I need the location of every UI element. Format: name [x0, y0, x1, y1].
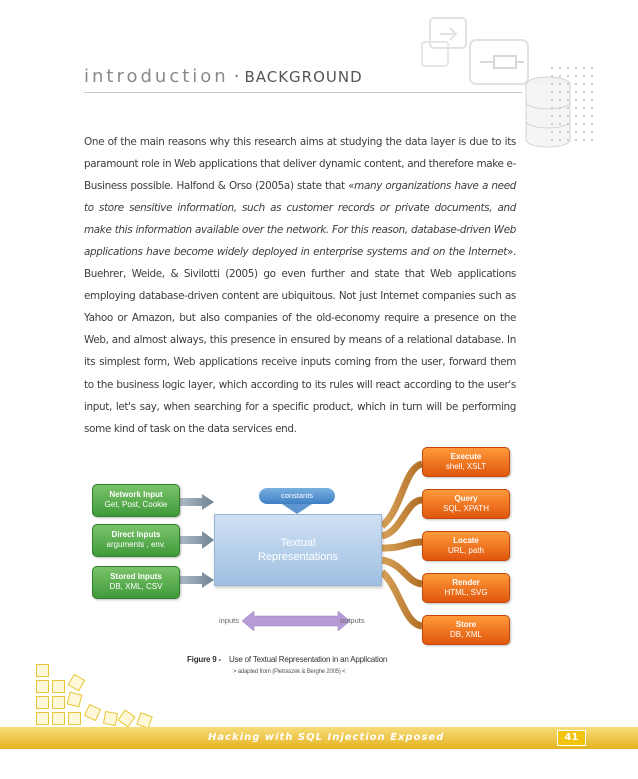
running-header	[84, 66, 363, 87]
output-box-locate	[422, 531, 510, 561]
output-box-store	[422, 615, 510, 645]
input-box-stored	[92, 566, 180, 599]
outputs-label: outputs	[340, 616, 365, 625]
output-box-render	[422, 573, 510, 603]
body-paragraph	[84, 131, 516, 440]
header-rule	[84, 92, 522, 93]
input-sub: arguments , env.	[106, 540, 166, 549]
figure-source: > adapted from (Pietraszek & Berghe 2005) <	[233, 669, 346, 675]
output-sub: SQL, XPATH	[443, 504, 489, 513]
input-title: Network Input	[109, 490, 163, 499]
quote-text: many organizations have a need to store sensitive information, such as customer records or private documents, and make this information available over the network. For this reason, database-driven Web applications have become widely deployed in enterprise systems and on the Internet	[84, 180, 516, 259]
body-text-part2: ». Buehrer, Weide, & Sivilotti (2005) go even further and state that Web applications employing database-driven content are ubiquitous. Not just Internet companies such as Yahoo or Amazon, but also companies of the old-economy require a presence on the Web, and almost always, this presence in ensured by means of a relational database. In its simplest form, Web applications receive inputs coming from the user, forward them to the business logic layer, which according to its rules will react according to the user's input, let's say, when searching for a specific product, which in turn will be performing some kind of task on the data services end.	[84, 246, 516, 435]
constants-label: constants	[259, 488, 335, 504]
input-sub: Get, Post, Cookie	[104, 500, 168, 509]
input-sub: DB, XML, CSV	[109, 582, 163, 591]
output-title: Locate	[453, 536, 479, 545]
input-title: Direct Inputs	[111, 530, 161, 539]
output-sub: URL, path	[447, 546, 485, 555]
header-separator: ·	[233, 66, 240, 87]
body-text-part1: One of the main reasons why this research aims at studying the data layer is due to its paramount role in Web applications that deliver dynamic content, and therefore make e-Business possible. Halfond & Orso (2005a) state that «	[84, 136, 516, 193]
output-title: Render	[452, 578, 480, 587]
output-title: Query	[454, 494, 478, 503]
section-title: BACKGROUND	[244, 68, 363, 86]
page-number: 41	[557, 730, 586, 746]
output-sub: DB, XML	[449, 630, 482, 639]
input-title: Stored Inputs	[110, 572, 162, 581]
book-title: Hacking with SQL Injection Exposed	[208, 732, 445, 743]
output-box-execute	[422, 447, 510, 477]
output-sub: shell, XSLT	[445, 462, 487, 471]
inputs-label: inputs	[219, 616, 240, 625]
output-sub: HTML, SVG	[444, 588, 488, 597]
center-label: Textual Representations	[257, 537, 339, 563]
output-title: Store	[455, 620, 477, 629]
dot-grid-decoration	[548, 64, 596, 144]
figure-caption	[187, 655, 387, 664]
chapter-title: introduction	[84, 66, 229, 87]
figure-number: Figure 9 -	[187, 655, 222, 664]
figure-title: Use of Textual Representation in an Application	[229, 655, 388, 664]
input-box-network	[92, 484, 180, 517]
output-box-query	[422, 489, 510, 519]
textual-representations-box	[214, 514, 382, 586]
input-box-direct	[92, 524, 180, 557]
textual-representation-diagram	[84, 440, 516, 650]
output-title: Execute	[450, 452, 482, 461]
